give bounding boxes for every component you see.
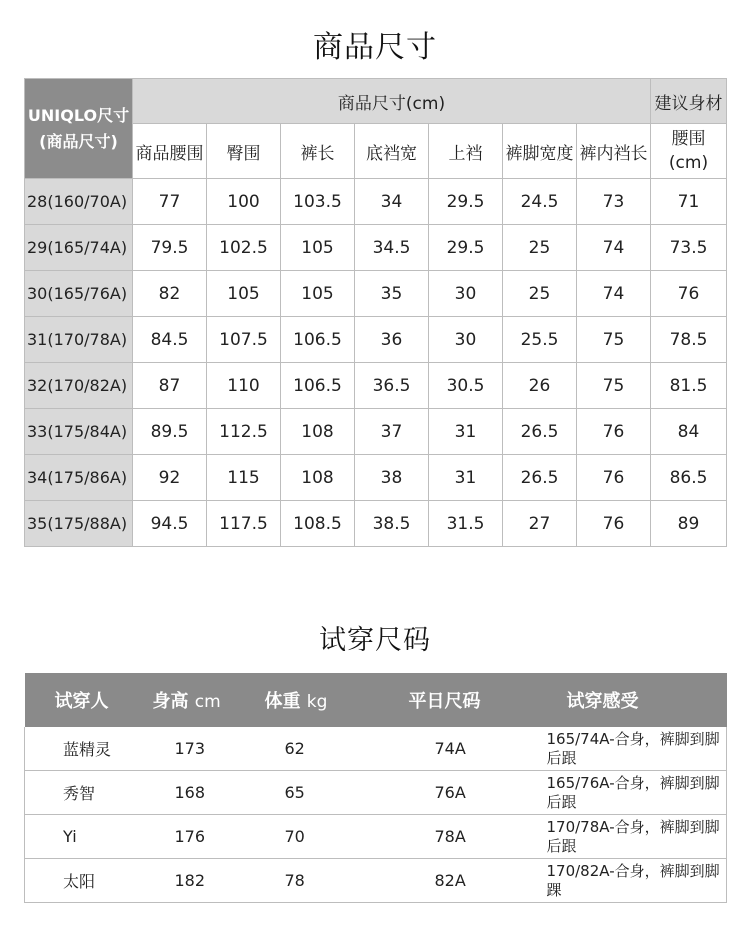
usual-size-cell: 78A bbox=[383, 815, 529, 859]
size-value-cell: 26 bbox=[503, 363, 577, 409]
try-on-row bbox=[25, 727, 727, 771]
size-value-cell: 27 bbox=[503, 501, 577, 547]
size-value-cell: 36 bbox=[355, 317, 429, 363]
size-value-cell: 108.5 bbox=[281, 501, 355, 547]
size-row bbox=[25, 455, 727, 501]
person-cell: 秀智 bbox=[25, 771, 151, 815]
size-value-cell: 106.5 bbox=[281, 363, 355, 409]
weight-cell: 70 bbox=[263, 815, 383, 859]
feeling-cell: 165/74A-合身，裤脚到脚后跟 bbox=[529, 727, 727, 771]
try-on-row bbox=[25, 771, 727, 815]
size-value-cell: 71 bbox=[651, 179, 727, 225]
try-on-row bbox=[25, 859, 727, 903]
height-header: 身高 cm bbox=[151, 673, 263, 727]
size-value-cell: 103.5 bbox=[281, 179, 355, 225]
size-value-cell: 35 bbox=[355, 271, 429, 317]
height-cell: 168 bbox=[151, 771, 263, 815]
size-value-cell: 38.5 bbox=[355, 501, 429, 547]
person-cell: Yi bbox=[25, 815, 151, 859]
size-value-cell: 76 bbox=[577, 501, 651, 547]
size-value-cell: 107.5 bbox=[207, 317, 281, 363]
size-label: 29(165/74A) bbox=[25, 225, 133, 271]
size-chart-title: 商品尺寸 bbox=[313, 30, 437, 65]
size-value-cell: 79.5 bbox=[133, 225, 207, 271]
usual-size-cell: 76A bbox=[383, 771, 529, 815]
size-value-cell: 73.5 bbox=[651, 225, 727, 271]
size-value-cell: 74 bbox=[577, 271, 651, 317]
size-row bbox=[25, 225, 727, 271]
usual-size-header: 平日尺码 bbox=[383, 673, 529, 727]
corner-line1: UNIQLO尺寸 bbox=[27, 105, 130, 125]
size-value-cell: 82 bbox=[133, 271, 207, 317]
size-value-cell: 115 bbox=[207, 455, 281, 501]
size-row bbox=[25, 501, 727, 547]
person-cell: 蓝精灵 bbox=[25, 727, 151, 771]
height-cell: 182 bbox=[151, 859, 263, 903]
column-header: 上裆 bbox=[429, 124, 503, 179]
feeling-cell: 170/82A-合身，裤脚到脚踝 bbox=[529, 859, 727, 903]
size-value-cell: 29.5 bbox=[429, 179, 503, 225]
size-label: 35(175/88A) bbox=[25, 501, 133, 547]
size-value-cell: 76 bbox=[577, 409, 651, 455]
recommend-sub-line1: 腰围 bbox=[671, 129, 706, 149]
size-value-cell: 105 bbox=[281, 225, 355, 271]
column-header: 商品腰围 bbox=[133, 124, 207, 179]
recommend-waist-header bbox=[651, 124, 727, 179]
size-value-cell: 38 bbox=[355, 455, 429, 501]
size-value-cell: 25.5 bbox=[503, 317, 577, 363]
size-value-cell: 100 bbox=[207, 179, 281, 225]
size-value-cell: 92 bbox=[133, 455, 207, 501]
size-value-cell: 31 bbox=[429, 409, 503, 455]
try-on-row bbox=[25, 815, 727, 859]
size-value-cell: 34.5 bbox=[355, 225, 429, 271]
size-value-cell: 26.5 bbox=[503, 455, 577, 501]
size-value-cell: 110 bbox=[207, 363, 281, 409]
size-value-cell: 87 bbox=[133, 363, 207, 409]
size-value-cell: 76 bbox=[577, 455, 651, 501]
size-value-cell: 73 bbox=[577, 179, 651, 225]
size-value-cell: 37 bbox=[355, 409, 429, 455]
size-row bbox=[25, 363, 727, 409]
size-value-cell: 25 bbox=[503, 271, 577, 317]
size-value-cell: 105 bbox=[207, 271, 281, 317]
column-header: 臀围 bbox=[207, 124, 281, 179]
size-value-cell: 78.5 bbox=[651, 317, 727, 363]
size-chart-table bbox=[24, 78, 727, 547]
size-value-cell: 30 bbox=[429, 317, 503, 363]
usual-size-cell: 82A bbox=[383, 859, 529, 903]
weight-unit: kg bbox=[306, 692, 328, 712]
size-row bbox=[25, 409, 727, 455]
size-value-cell: 24.5 bbox=[503, 179, 577, 225]
size-row bbox=[25, 179, 727, 225]
height-cell: 173 bbox=[151, 727, 263, 771]
column-header: 裤内裆长 bbox=[577, 124, 651, 179]
size-value-cell: 34 bbox=[355, 179, 429, 225]
size-row bbox=[25, 271, 727, 317]
size-value-cell: 36.5 bbox=[355, 363, 429, 409]
height-unit: cm bbox=[194, 692, 221, 712]
size-value-cell: 76 bbox=[651, 271, 727, 317]
height-cell: 176 bbox=[151, 815, 263, 859]
size-label: 28(160/70A) bbox=[25, 179, 133, 225]
person-header: 试穿人 bbox=[25, 673, 151, 727]
size-value-cell: 108 bbox=[281, 409, 355, 455]
size-value-cell: 31 bbox=[429, 455, 503, 501]
size-value-cell: 86.5 bbox=[651, 455, 727, 501]
person-cell: 太阳 bbox=[25, 859, 151, 903]
size-column-header bbox=[25, 79, 133, 179]
size-value-cell: 31.5 bbox=[429, 501, 503, 547]
size-value-cell: 117.5 bbox=[207, 501, 281, 547]
size-value-cell: 25 bbox=[503, 225, 577, 271]
recommend-header: 建议身材 bbox=[651, 79, 727, 124]
feeling-header: 试穿感受 bbox=[529, 673, 727, 727]
size-value-cell: 108 bbox=[281, 455, 355, 501]
weight-cell: 62 bbox=[263, 727, 383, 771]
size-value-cell: 112.5 bbox=[207, 409, 281, 455]
size-value-cell: 84 bbox=[651, 409, 727, 455]
column-header: 裤长 bbox=[281, 124, 355, 179]
product-size-group-header: 商品尺寸(cm) bbox=[133, 79, 651, 124]
size-row bbox=[25, 317, 727, 363]
size-value-cell: 30.5 bbox=[429, 363, 503, 409]
weight-header: 体重 kg bbox=[263, 673, 383, 727]
size-value-cell: 94.5 bbox=[133, 501, 207, 547]
size-value-cell: 75 bbox=[577, 363, 651, 409]
size-value-cell: 89 bbox=[651, 501, 727, 547]
size-value-cell: 89.5 bbox=[133, 409, 207, 455]
feeling-cell: 170/78A-合身，裤脚到脚后跟 bbox=[529, 815, 727, 859]
corner-line2: (商品尺寸) bbox=[39, 131, 118, 151]
size-label: 32(170/82A) bbox=[25, 363, 133, 409]
size-value-cell: 81.5 bbox=[651, 363, 727, 409]
column-header: 底裆宽 bbox=[355, 124, 429, 179]
size-value-cell: 74 bbox=[577, 225, 651, 271]
size-value-cell: 30 bbox=[429, 271, 503, 317]
size-value-cell: 29.5 bbox=[429, 225, 503, 271]
try-on-table bbox=[24, 673, 727, 903]
size-value-cell: 105 bbox=[281, 271, 355, 317]
size-label: 33(175/84A) bbox=[25, 409, 133, 455]
size-value-cell: 77 bbox=[133, 179, 207, 225]
feeling-cell: 165/76A-合身，裤脚到脚后跟 bbox=[529, 771, 727, 815]
column-header: 裤脚宽度 bbox=[503, 124, 577, 179]
size-value-cell: 106.5 bbox=[281, 317, 355, 363]
weight-cell: 65 bbox=[263, 771, 383, 815]
size-label: 31(170/78A) bbox=[25, 317, 133, 363]
usual-size-cell: 74A bbox=[383, 727, 529, 771]
size-label: 30(165/76A) bbox=[25, 271, 133, 317]
size-value-cell: 75 bbox=[577, 317, 651, 363]
size-value-cell: 84.5 bbox=[133, 317, 207, 363]
recommend-sub-line2: (cm) bbox=[668, 153, 709, 173]
size-value-cell: 102.5 bbox=[207, 225, 281, 271]
size-label: 34(175/86A) bbox=[25, 455, 133, 501]
size-value-cell: 26.5 bbox=[503, 409, 577, 455]
try-on-title: 试穿尺码 bbox=[319, 625, 431, 656]
weight-cell: 78 bbox=[263, 859, 383, 903]
